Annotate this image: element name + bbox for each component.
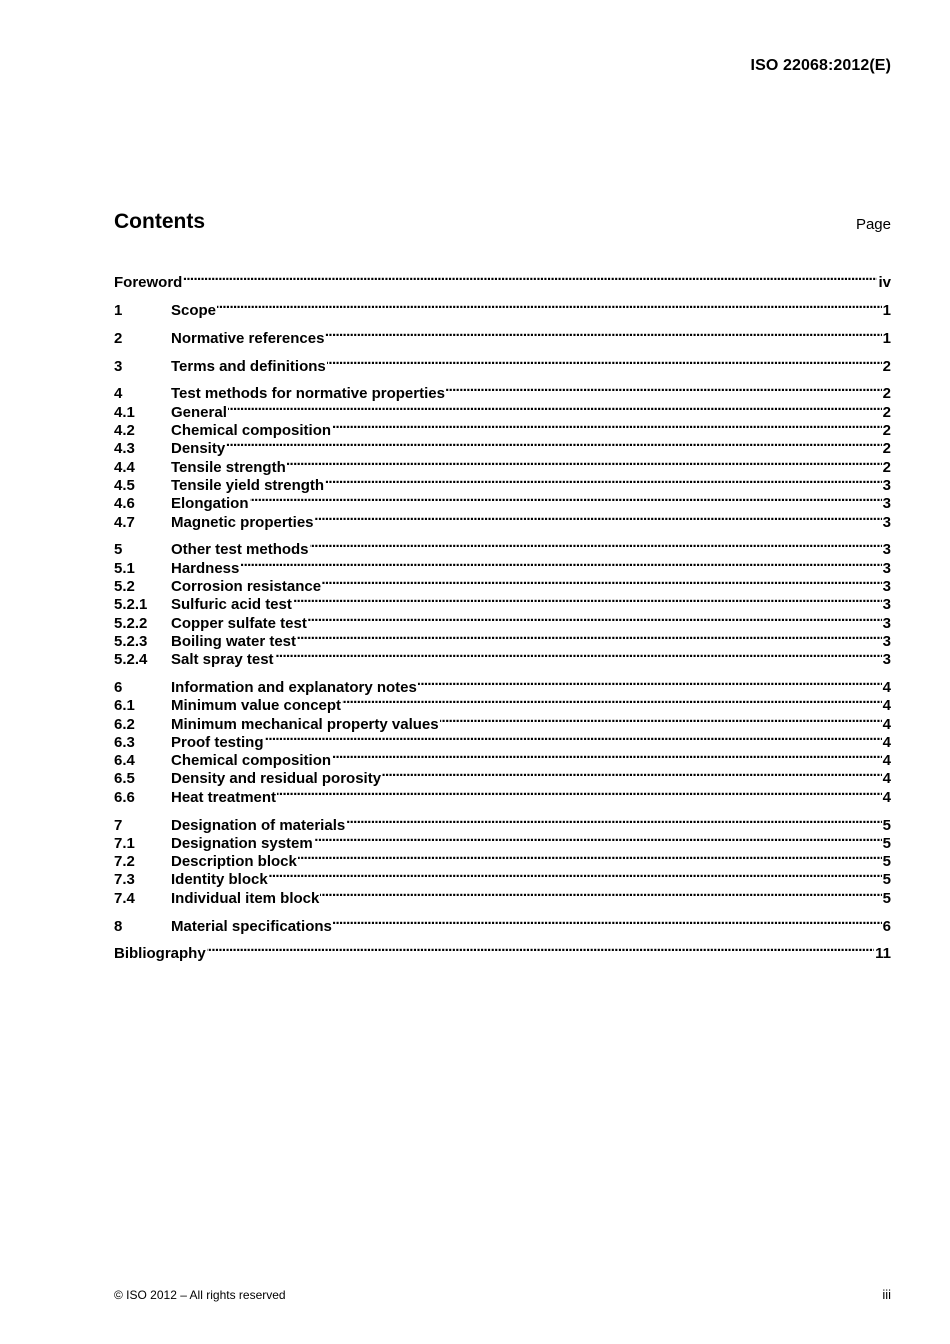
toc-entry-title[interactable]: Minimum mechanical property values [171, 715, 439, 733]
toc-entry-page: 2 [882, 440, 891, 458]
toc-dot-leader [382, 765, 882, 783]
toc-entry-number: 7.3 [114, 871, 135, 889]
toc-entry-page: 5 [882, 834, 891, 852]
toc-group [114, 811, 891, 907]
toc-entry-page: 1 [882, 329, 891, 347]
toc-entry-number: 7.2 [114, 853, 135, 871]
toc-entry-title[interactable]: Magnetic properties [171, 513, 314, 531]
toc-entry-number: 5.1 [114, 559, 135, 577]
toc-entry-page: 3 [882, 596, 891, 614]
toc-entry-title[interactable]: Individual item block [171, 889, 320, 907]
toc-entry-page: 2 [882, 385, 891, 403]
toc-dot-leader [325, 472, 882, 490]
toc-entry-number: 4.7 [114, 513, 135, 531]
toc-entry-page: 4 [882, 697, 891, 715]
toc-entry-number: 6.3 [114, 733, 135, 751]
toc-entry-number: 2 [114, 329, 123, 347]
toc-group [114, 912, 891, 935]
toc-entry[interactable] [114, 811, 891, 834]
toc-entry-number: 7.1 [114, 834, 135, 852]
toc-entry-title[interactable]: Designation of materials [171, 816, 346, 834]
toc-entry-title[interactable]: General [171, 403, 227, 421]
toc-entry-page: 4 [882, 733, 891, 751]
toc-dot-leader [332, 417, 882, 435]
toc-entry-page: 4 [882, 715, 891, 733]
toc-entry-title[interactable]: Description block [171, 853, 297, 871]
toc-entry-number: 5.2.4 [114, 651, 148, 669]
toc-entry-page: 5 [882, 871, 891, 889]
toc-entry-number: 5.2.2 [114, 614, 148, 632]
toc-entry-number: 4.2 [114, 422, 135, 440]
toc-entry-page: 2 [882, 403, 891, 421]
toc-entry-title[interactable]: Density and residual porosity [171, 770, 382, 788]
toc-dot-leader [315, 508, 882, 526]
toc-dot-leader [277, 783, 882, 801]
toc-dot-leader [226, 435, 881, 453]
toc-dot-leader [418, 674, 882, 692]
toc-entry[interactable] [114, 297, 891, 320]
toc-entry[interactable] [114, 435, 891, 458]
toc-dot-leader [342, 692, 882, 710]
footer-page-number: iii [882, 1287, 891, 1302]
toc-entry-number: 5.2 [114, 577, 135, 595]
toc-group [114, 380, 891, 531]
toc-entry-number: 5.2.3 [114, 632, 148, 650]
toc-entry-number: 6.1 [114, 697, 135, 715]
toc-entry-title[interactable]: Designation system [171, 834, 313, 852]
toc-dot-leader [269, 866, 882, 884]
toc-dot-leader [320, 884, 881, 902]
toc-entry-page: 3 [882, 577, 891, 595]
toc-entry-page: 3 [882, 559, 891, 577]
toc-entry-title[interactable]: Terms and definitions [171, 357, 326, 375]
toc-entry-number: 6.5 [114, 770, 135, 788]
toc-entry-title[interactable]: Sulfuric acid test [171, 596, 292, 614]
toc-dot-leader [314, 830, 882, 848]
toc-dot-leader [297, 628, 882, 646]
toc-entry-title[interactable]: Copper sulfate test [171, 614, 307, 632]
toc-entry-title[interactable]: Chemical composition [171, 422, 332, 440]
toc-entry-number: 4.6 [114, 495, 135, 513]
toc-entry-page: 1 [882, 302, 891, 320]
toc-entry-page: 3 [882, 495, 891, 513]
toc-entry[interactable] [114, 453, 891, 476]
toc-entry-number: 4.5 [114, 476, 135, 494]
toc-entry-page: 5 [882, 853, 891, 871]
toc-entry-title[interactable]: Scope [171, 302, 217, 320]
toc-group [114, 674, 891, 806]
toc-entry-title[interactable]: Heat treatment [171, 788, 277, 806]
toc-entry-title[interactable]: Density [171, 440, 226, 458]
toc-entry-number: 5 [114, 541, 123, 559]
toc-entry-title[interactable]: Tensile strength [171, 458, 286, 476]
toc-entry-number: 7 [114, 816, 123, 834]
toc-group [114, 536, 891, 669]
toc-group [114, 325, 891, 347]
toc-entry-title[interactable]: Bibliography [114, 945, 206, 963]
toc-dot-leader [287, 453, 882, 471]
toc-entry-number: 6.2 [114, 715, 135, 733]
toc-dot-leader [332, 747, 882, 765]
toc-dot-leader [322, 573, 882, 591]
toc-entry-page: iv [878, 274, 891, 292]
toc-entry[interactable] [114, 536, 891, 559]
toc-entry[interactable] [114, 417, 891, 440]
toc-dot-leader [333, 912, 882, 930]
toc-entry[interactable] [114, 325, 891, 347]
toc-entry-page: 3 [882, 614, 891, 632]
toc-entry-title[interactable]: Test methods for normative properties [171, 385, 445, 403]
toc-dot-leader [446, 380, 882, 398]
toc-entry-number: 6 [114, 678, 123, 696]
toc-entry-page: 5 [882, 816, 891, 834]
toc-group [114, 297, 891, 320]
contents-heading: Contents [114, 210, 205, 233]
toc-entry-title[interactable]: Tensile yield strength [171, 476, 325, 494]
toc-group [114, 269, 891, 292]
toc-entry-title[interactable]: Information and explanatory notes [171, 678, 417, 696]
toc-entry-title[interactable]: Normative references [171, 329, 325, 347]
page-column-label: Page [855, 216, 891, 233]
toc-entry-number: 5.2.1 [114, 596, 148, 614]
toc-dot-leader [298, 848, 882, 866]
toc-entry-number: 4.4 [114, 458, 135, 476]
toc-dot-leader [183, 269, 877, 287]
toc-entry-title[interactable]: Minimum value concept [171, 697, 342, 715]
toc-entry-page: 5 [882, 889, 891, 907]
toc-entry-page: 2 [882, 357, 891, 375]
toc-dot-leader [308, 609, 882, 627]
toc-entry-number: 4 [114, 385, 123, 403]
toc-entry[interactable] [114, 352, 891, 375]
toc-entry-page: 2 [882, 422, 891, 440]
toc-entry-number: 6.6 [114, 788, 135, 806]
toc-dot-leader [275, 646, 882, 664]
toc-entry[interactable] [114, 674, 891, 696]
toc-entry-page: 4 [882, 770, 891, 788]
toc-entry[interactable] [114, 380, 891, 403]
footer-copyright: © ISO 2012 – All rights reserved [114, 1288, 286, 1302]
toc-dot-leader [310, 536, 882, 554]
toc-dot-leader [240, 554, 881, 572]
toc-entry-title[interactable]: Proof testing [171, 733, 264, 751]
toc-entry[interactable] [114, 269, 891, 292]
toc-entry-page: 11 [875, 945, 891, 963]
toc-entry-number: 3 [114, 357, 123, 375]
toc-entry-title[interactable]: Chemical composition [171, 752, 332, 770]
toc-dot-leader [217, 297, 882, 315]
toc-entry[interactable] [114, 940, 891, 963]
toc-entry-page: 3 [882, 476, 891, 494]
toc-entry-page: 3 [882, 513, 891, 531]
toc-dot-leader [346, 811, 881, 829]
toc-entry-title[interactable]: Identity block [171, 871, 268, 889]
table-of-contents [114, 269, 891, 968]
document-id: ISO 22068:2012(E) [750, 57, 891, 74]
toc-entry-title[interactable]: Material specifications [171, 917, 332, 935]
toc-dot-leader [440, 710, 882, 728]
toc-entry-page: 2 [882, 458, 891, 476]
toc-entry-page: 3 [882, 541, 891, 559]
toc-dot-leader [327, 352, 882, 370]
toc-entry-page: 4 [882, 678, 891, 696]
toc-group [114, 940, 891, 963]
toc-entry-number: 8 [114, 917, 123, 935]
toc-entry-title[interactable]: Other test methods [171, 541, 309, 559]
toc-entry-title[interactable]: Corrosion resistance [171, 577, 322, 595]
toc-dot-leader [207, 940, 874, 958]
toc-dot-leader [293, 591, 882, 609]
toc-entry-title[interactable]: Salt spray test [171, 651, 274, 669]
toc-entry-title[interactable]: Boiling water test [171, 632, 297, 650]
toc-entry-page: 4 [882, 788, 891, 806]
toc-entry-number: 4.3 [114, 440, 135, 458]
toc-entry-title[interactable]: Elongation [171, 495, 249, 513]
toc-entry-page: 4 [882, 752, 891, 770]
toc-dot-leader [228, 398, 882, 416]
toc-entry-title[interactable]: Foreword [114, 274, 183, 292]
toc-entry-title[interactable]: Hardness [171, 559, 240, 577]
toc-entry-number: 4.1 [114, 403, 135, 421]
toc-entry-number: 7.4 [114, 889, 135, 907]
toc-group [114, 352, 891, 375]
toc-entry[interactable] [114, 912, 891, 935]
toc-entry-number: 6.4 [114, 752, 135, 770]
toc-dot-leader [265, 729, 882, 747]
toc-dot-leader [325, 325, 881, 343]
toc-entry-page: 3 [882, 632, 891, 650]
toc-entry-page: 6 [882, 917, 891, 935]
toc-entry-page: 3 [882, 651, 891, 669]
toc-entry-number: 1 [114, 302, 123, 320]
toc-entry[interactable] [114, 398, 891, 421]
toc-dot-leader [250, 490, 882, 508]
